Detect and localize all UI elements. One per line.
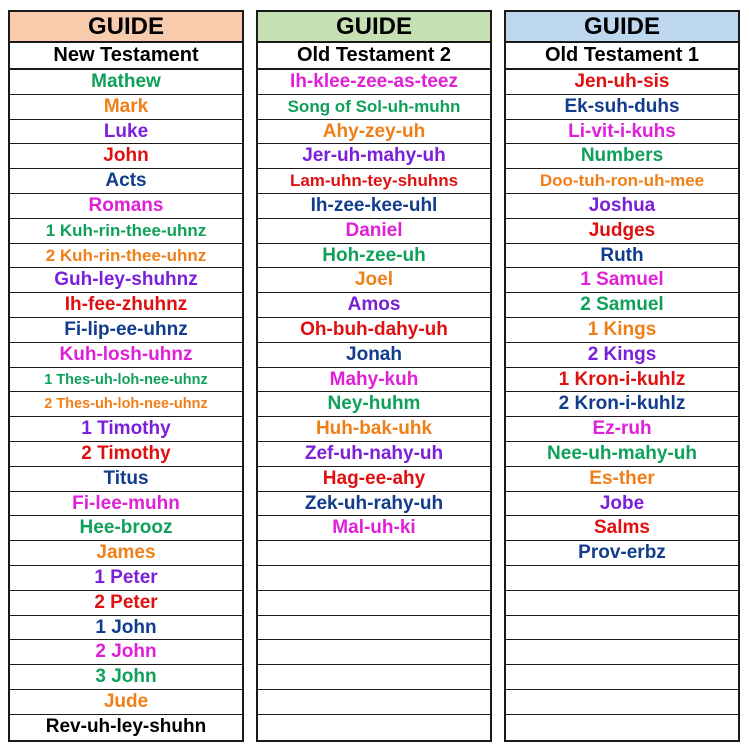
book-row: Titus	[10, 467, 242, 492]
book-row: 1 John	[10, 616, 242, 641]
book-row: Mal-uh-ki	[258, 516, 490, 541]
book-row: Song of Sol-uh-muhn	[258, 95, 490, 120]
book-row: Nee-uh-mahy-uh	[506, 442, 738, 467]
book-list	[506, 70, 738, 740]
book-row: John	[10, 144, 242, 169]
book-row: Zek-uh-rahy-uh	[258, 492, 490, 517]
column-subtitle: Old Testament 1	[506, 43, 738, 70]
book-list	[10, 70, 242, 740]
book-row: Ruth	[506, 244, 738, 269]
column-subtitle: New Testament	[10, 43, 242, 70]
book-row: 1 Timothy	[10, 417, 242, 442]
book-row: Jude	[10, 690, 242, 715]
book-row: Ih-klee-zee-as-teez	[258, 70, 490, 95]
book-row: 1 Peter	[10, 566, 242, 591]
book-row	[258, 541, 490, 566]
book-row: 1 Kron-i-kuhlz	[506, 368, 738, 393]
guide-header: GUIDE	[506, 12, 738, 43]
book-row: 2 Kuh-rin-thee-uhnz	[10, 244, 242, 269]
book-row: Rev-uh-ley-shuhn	[45, 715, 207, 737]
old-testament-1-column	[504, 10, 740, 742]
book-row: Ih-zee-kee-uhl	[258, 194, 490, 219]
column-subtitle: Old Testament 2	[258, 43, 490, 70]
book-row: Jonah	[258, 343, 490, 368]
book-row: Joel	[258, 268, 490, 293]
book-row: Ez-ruh	[506, 417, 738, 442]
book-row: Luke	[10, 120, 242, 145]
book-row: Ney-huhm	[258, 392, 490, 417]
book-row: Mahy-kuh	[258, 368, 490, 393]
book-row: 2 Kings	[506, 343, 738, 368]
book-row: 1 Kuh-rin-thee-uhnz	[10, 219, 242, 244]
book-row: Numbers	[506, 144, 738, 169]
old-testament-2-column	[256, 10, 492, 742]
book-row: 1 Kings	[506, 318, 738, 343]
book-row: Fi-lee-muhn	[10, 492, 242, 517]
book-row: Hag-ee-ahy	[258, 467, 490, 492]
book-row: Es-ther	[506, 467, 738, 492]
book-row: 2 Peter	[10, 591, 242, 616]
book-row: 2 Kron-i-kuhlz	[506, 392, 738, 417]
book-row: Salms	[506, 516, 738, 541]
book-row: Acts	[10, 169, 242, 194]
book-row: Prov-erbz	[506, 541, 738, 566]
book-row: Judges	[506, 219, 738, 244]
book-row	[258, 566, 490, 591]
book-row	[506, 640, 738, 665]
book-row: Ahy-zey-uh	[258, 120, 490, 145]
book-row: Kuh-losh-uhnz	[10, 343, 242, 368]
book-list	[258, 70, 490, 740]
book-row: Ek-suh-duhs	[506, 95, 738, 120]
book-row: 2 Thes-uh-loh-nee-uhnz	[10, 392, 242, 417]
book-row	[258, 591, 490, 616]
book-row: Jen-uh-sis	[506, 70, 738, 95]
book-row: Daniel	[258, 219, 490, 244]
book-row	[258, 640, 490, 665]
book-row: Fi-lip-ee-uhnz	[10, 318, 242, 343]
book-row: 1 Samuel	[506, 268, 738, 293]
book-row	[506, 715, 738, 740]
book-row: Jer-uh-mahy-uh	[258, 144, 490, 169]
book-row: Huh-bak-uhk	[258, 417, 490, 442]
book-row: Oh-buh-dahy-uh	[258, 318, 490, 343]
book-row: Guh-ley-shuhnz	[10, 268, 242, 293]
book-row	[258, 616, 490, 641]
book-row: Amos	[258, 293, 490, 318]
book-row: 2 Samuel	[506, 293, 738, 318]
book-row: Zef-uh-nahy-uh	[258, 442, 490, 467]
new-testament-column	[8, 10, 244, 742]
book-row	[506, 591, 738, 616]
book-row	[258, 690, 490, 715]
book-row: 2 Timothy	[10, 442, 242, 467]
book-row: 3 John	[10, 665, 242, 690]
book-row: James	[10, 541, 242, 566]
book-row: Jobe	[506, 492, 738, 517]
book-row: Li-vit-i-kuhs	[506, 120, 738, 145]
book-row: Mathew	[10, 70, 242, 95]
book-row	[506, 566, 738, 591]
book-row: 2 John	[10, 640, 242, 665]
book-row: Lam-uhn-tey-shuhns	[258, 169, 490, 194]
book-row: Hee-brooz	[10, 516, 242, 541]
book-row: Ih-fee-zhuhnz	[10, 293, 242, 318]
book-row	[506, 665, 738, 690]
book-row: Mark	[10, 95, 242, 120]
book-row	[506, 690, 738, 715]
book-row: Romans	[10, 194, 242, 219]
book-row: Hoh-zee-uh	[258, 244, 490, 269]
book-row: Doo-tuh-ron-uh-mee	[506, 169, 738, 194]
guide-header: GUIDE	[258, 12, 490, 43]
guide-header: GUIDE	[10, 12, 242, 43]
book-row	[506, 616, 738, 641]
book-row: Joshua	[506, 194, 738, 219]
book-row	[258, 665, 490, 690]
book-row: 1 Thes-uh-loh-nee-uhnz	[10, 368, 242, 393]
book-row	[258, 715, 490, 740]
